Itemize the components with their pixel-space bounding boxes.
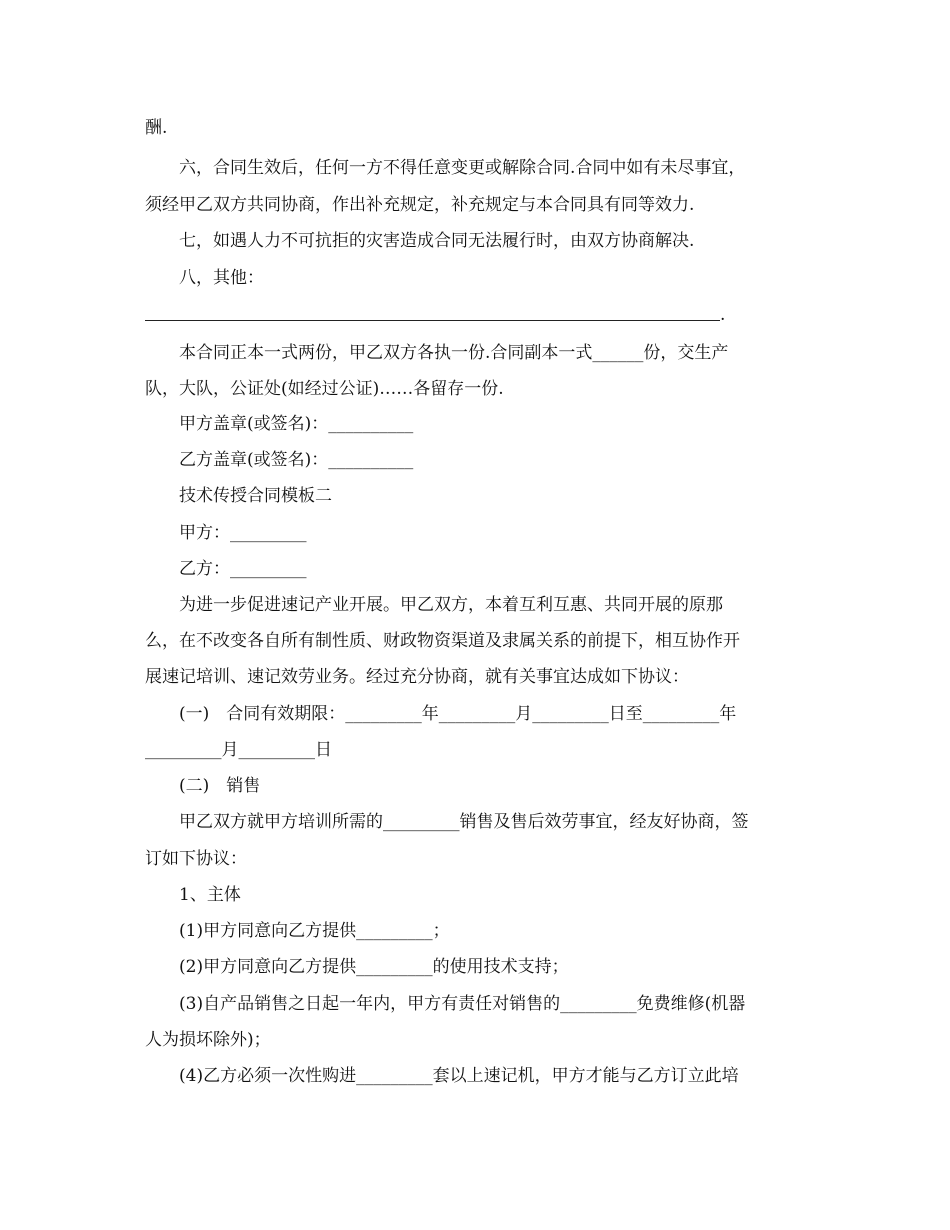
- section-title: 技术传授合同模板二: [179, 486, 332, 506]
- party-b-signature: 乙方盖章(或签名)：__________: [179, 450, 414, 470]
- copies-line-2: 队，大队，公证处(如经过公证)……各留存一份.: [145, 379, 504, 399]
- clause-6-line-1: 六，合同生效后，任何一方不得任意变更或解除合同.合同中如有未尽事宜，: [179, 158, 746, 178]
- party-a-signature: 甲方盖章(或签名)：__________: [179, 414, 414, 434]
- text-line: 酬.: [145, 118, 168, 138]
- clause-7: 七，如遇人力不可抗拒的灾害造成合同无法履行时，由双方协商解决.: [179, 231, 695, 251]
- intro-line-3: 展速记培训、速记效劳业务。经过充分协商，就有关事宜达成如下协议：: [145, 667, 689, 687]
- item-2: (2)甲方同意向乙方提供_________的使用技术支持；: [179, 957, 569, 977]
- rule-end-period: .: [720, 305, 726, 325]
- item-3-line-2: 人为损坏除外)；: [145, 1030, 271, 1050]
- party-a: 甲方：_________: [179, 523, 307, 543]
- intro-line-1: 为进一步促进速记产业开展。甲乙双方，本着互利互惠、共同开展的原那: [179, 595, 723, 615]
- intro-line-2: 么，在不改变各自所有制性质、财政物资渠道及隶属关系的前提下，相互协作开: [145, 631, 740, 651]
- subject-heading: 1、主体: [179, 885, 241, 905]
- clause-8: 八，其他：: [179, 268, 264, 288]
- item-1: (1)甲方同意向乙方提供_________；: [179, 921, 450, 941]
- sales-heading: (二) 销售: [179, 776, 261, 796]
- term-line-2: _________月_________日: [145, 740, 332, 760]
- other-terms-blank-line: [145, 320, 720, 321]
- copies-line-1: 本合同正本一式两份，甲乙双方各执一份.合同副本一式______份，交生产: [179, 343, 729, 363]
- term-line-1: (一) 合同有效期限：_________年_________月_________日至_________年: [179, 704, 737, 724]
- sales-line-2: 订如下协议：: [145, 849, 247, 869]
- party-b: 乙方：_________: [179, 559, 307, 579]
- item-3-line-1: (3)自产品销售之日起一年内，甲方有责任对销售的_________免费维修(机器: [179, 994, 746, 1014]
- item-4: (4)乙方必须一次性购进_________套以上速记机，甲方才能与乙方订立此培: [179, 1066, 739, 1086]
- sales-line-1: 甲乙双方就甲方培训所需的_________销售及售后效劳事宜，经友好协商，签: [179, 812, 749, 832]
- clause-6-line-2: 须经甲乙双方共同协商，作出补充规定，补充规定与本合同具有同等效力.: [145, 195, 695, 215]
